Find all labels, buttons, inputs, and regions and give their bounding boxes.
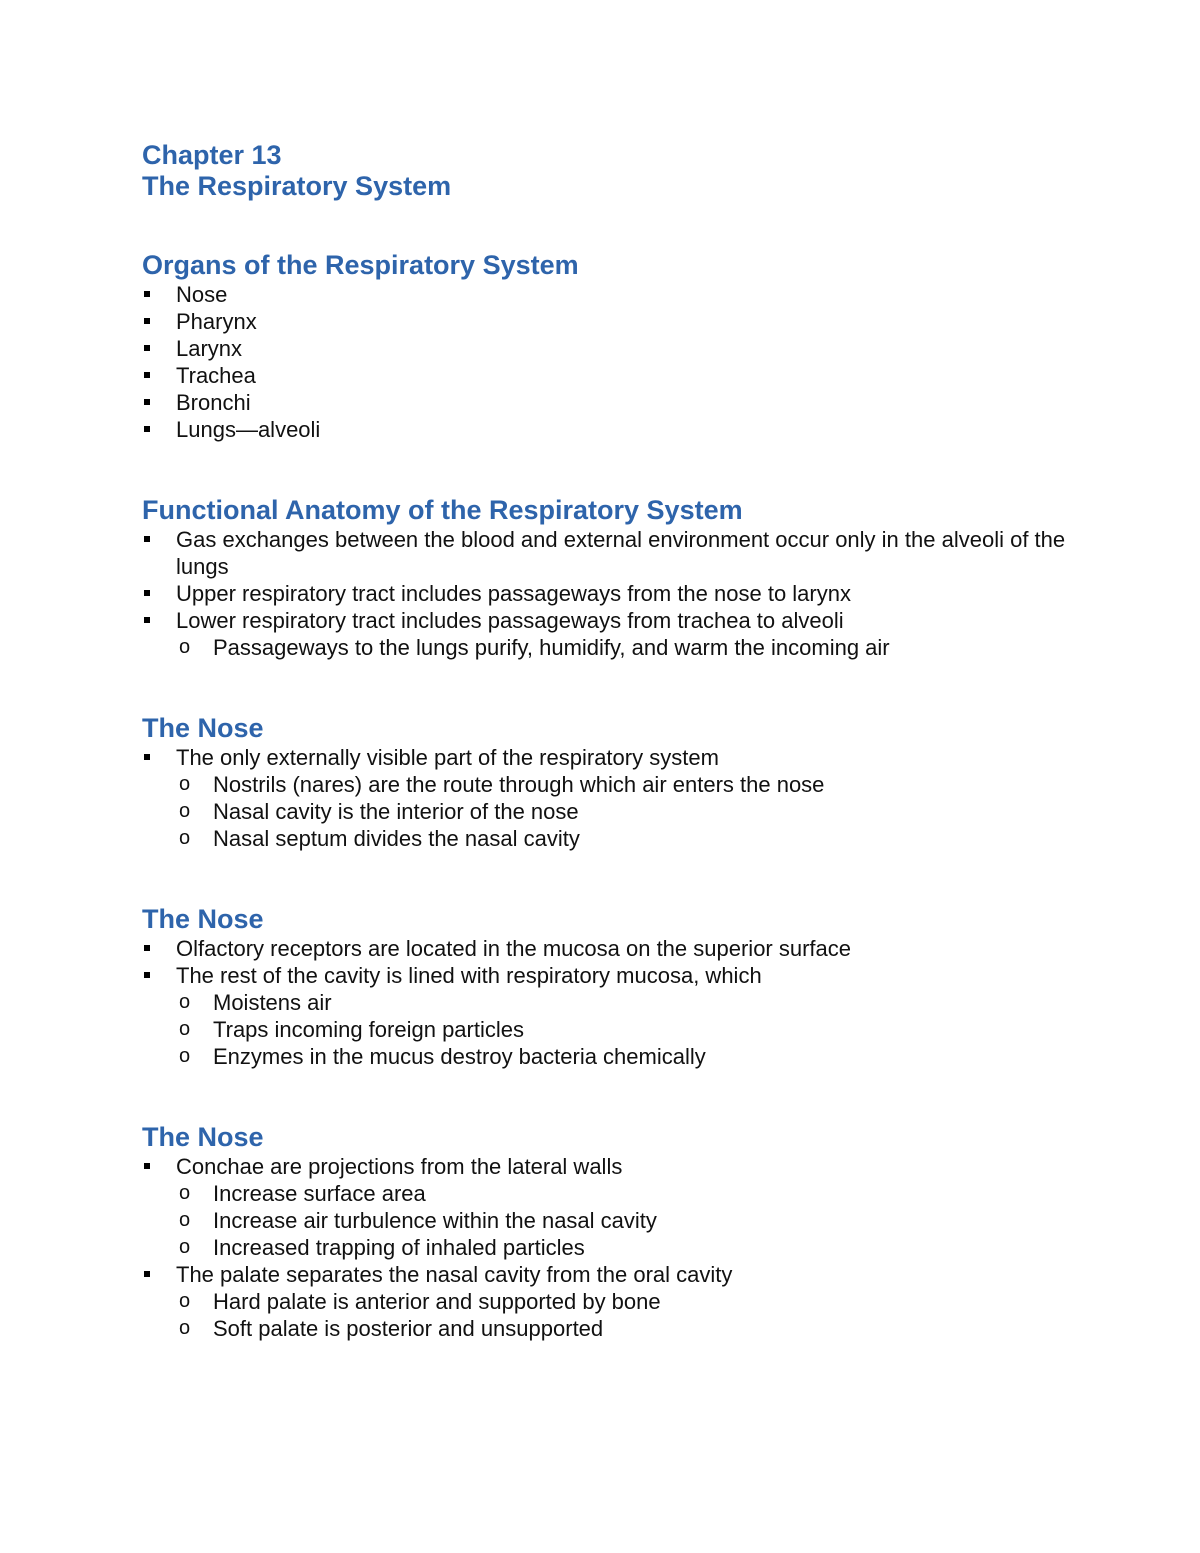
square-bullet-icon	[144, 617, 150, 623]
square-bullet-icon	[144, 1271, 150, 1277]
list-item-text: Lungs—alveoli	[176, 417, 321, 442]
sub-list-item	[142, 634, 1082, 661]
list-item	[142, 281, 1082, 308]
circle-bullet-icon: o	[179, 1290, 191, 1312]
bullet-list	[142, 281, 1082, 443]
bullet-list	[142, 1153, 1082, 1342]
section	[142, 495, 1082, 713]
bullet-list	[142, 526, 1082, 661]
sub-list-item	[142, 771, 1082, 798]
sub-list-item	[142, 1180, 1082, 1207]
section	[142, 904, 1082, 1122]
list-item-text: Lower respiratory tract includes passageways from trachea to alveoli	[176, 608, 844, 633]
list-item-text: Trachea	[176, 363, 256, 388]
list-item-text: Nose	[176, 282, 228, 307]
sub-list-item-text: Hard palate is anterior and supported by bone	[213, 1289, 661, 1314]
sub-bullet-list	[176, 634, 1082, 661]
square-bullet-icon	[144, 590, 150, 596]
sub-list-item-text: Enzymes in the mucus destroy bacteria chemically	[213, 1044, 706, 1069]
bullet-list	[142, 744, 1082, 852]
list-item	[142, 962, 1082, 1070]
list-item	[142, 580, 1082, 607]
sections-container	[142, 250, 1082, 1342]
sub-bullet-list	[176, 1180, 1082, 1261]
sub-list-item-text: Increased trapping of inhaled particles	[213, 1235, 585, 1260]
section-spacer	[142, 852, 1082, 904]
list-item-text: Bronchi	[176, 390, 251, 415]
chapter-title: The Respiratory System	[142, 171, 452, 201]
section-heading: Organs of the Respiratory System	[142, 250, 579, 280]
section-heading: Functional Anatomy of the Respiratory System	[142, 495, 743, 525]
section-heading: The Nose	[142, 1122, 264, 1152]
section-heading: The Nose	[142, 904, 264, 934]
sub-list-item	[142, 1207, 1082, 1234]
square-bullet-icon	[144, 426, 150, 432]
circle-bullet-icon: o	[179, 1209, 191, 1231]
square-bullet-icon	[144, 345, 150, 351]
square-bullet-icon	[144, 945, 150, 951]
list-item-text: The rest of the cavity is lined with respiratory mucosa, which	[176, 963, 762, 988]
section-spacer	[142, 1070, 1082, 1122]
list-item	[142, 416, 1082, 443]
sub-bullet-list	[176, 989, 1082, 1070]
square-bullet-icon	[144, 291, 150, 297]
sub-list-item-text: Soft palate is posterior and unsupported	[213, 1316, 604, 1341]
circle-bullet-icon: o	[179, 991, 191, 1013]
list-item-text: Pharynx	[176, 309, 257, 334]
sub-list-item	[142, 825, 1082, 852]
sub-list-item	[142, 1234, 1082, 1261]
section	[142, 713, 1082, 904]
chapter-number: Chapter 13	[142, 140, 282, 170]
circle-bullet-icon: o	[179, 1236, 191, 1258]
sub-list-item-text: Nasal cavity is the interior of the nose	[213, 799, 579, 824]
sub-list-item-text: Nostrils (nares) are the route through which air enters the nose	[213, 772, 825, 797]
list-item	[142, 308, 1082, 335]
square-bullet-icon	[144, 754, 150, 760]
list-item	[142, 744, 1082, 852]
list-item-text: The palate separates the nasal cavity from the oral cavity	[176, 1262, 733, 1287]
list-item	[142, 1153, 1082, 1261]
sub-list-item	[142, 1016, 1082, 1043]
section	[142, 1122, 1082, 1342]
circle-bullet-icon: o	[179, 773, 191, 795]
list-item	[142, 935, 1082, 962]
circle-bullet-icon: o	[179, 800, 191, 822]
circle-bullet-icon: o	[179, 1317, 191, 1339]
list-item-text: Larynx	[176, 336, 243, 361]
section-spacer	[142, 661, 1082, 713]
sub-bullet-list	[176, 1288, 1082, 1342]
sub-list-item	[142, 1315, 1082, 1342]
sub-list-item-text: Moistens air	[213, 990, 332, 1015]
square-bullet-icon	[144, 372, 150, 378]
list-item	[142, 1261, 1082, 1342]
sub-list-item	[142, 989, 1082, 1016]
list-item-text: Conchae are projections from the lateral walls	[176, 1154, 623, 1179]
list-item	[142, 389, 1082, 416]
list-item-text: The only externally visible part of the respiratory system	[176, 745, 719, 770]
square-bullet-icon	[144, 399, 150, 405]
square-bullet-icon	[144, 536, 150, 542]
square-bullet-icon	[144, 1163, 150, 1169]
list-item	[142, 335, 1082, 362]
sub-list-item-text: Increase air turbulence within the nasal cavity	[213, 1208, 657, 1233]
sub-list-item	[142, 1288, 1082, 1315]
document-page	[142, 140, 1082, 1342]
sub-bullet-list	[176, 771, 1082, 852]
sub-list-item-text: Increase surface area	[213, 1181, 426, 1206]
sub-list-item	[142, 1043, 1082, 1070]
sub-list-item-text: Traps incoming foreign particles	[213, 1017, 524, 1042]
list-item	[142, 362, 1082, 389]
list-item	[142, 607, 1082, 661]
circle-bullet-icon: o	[179, 1045, 191, 1067]
sub-list-item-text: Passageways to the lungs purify, humidify, and warm the incoming air	[213, 635, 890, 660]
list-item-text: Olfactory receptors are located in the mucosa on the superior surface	[176, 936, 852, 961]
square-bullet-icon	[144, 318, 150, 324]
list-item	[142, 526, 1082, 580]
bullet-list	[142, 935, 1082, 1070]
list-item-text: Upper respiratory tract includes passageways from the nose to larynx	[176, 581, 851, 606]
circle-bullet-icon: o	[179, 636, 191, 658]
circle-bullet-icon: o	[179, 1018, 191, 1040]
square-bullet-icon	[144, 972, 150, 978]
section	[142, 250, 1082, 495]
sub-list-item	[142, 798, 1082, 825]
sub-list-item-text: Nasal septum divides the nasal cavity	[213, 826, 580, 851]
section-heading: The Nose	[142, 713, 264, 743]
list-item-text: Gas exchanges between the blood and external environment occur only in the alveoli of the lungs	[176, 527, 1066, 579]
circle-bullet-icon: o	[179, 827, 191, 849]
circle-bullet-icon: o	[179, 1182, 191, 1204]
section-spacer	[142, 443, 1082, 495]
